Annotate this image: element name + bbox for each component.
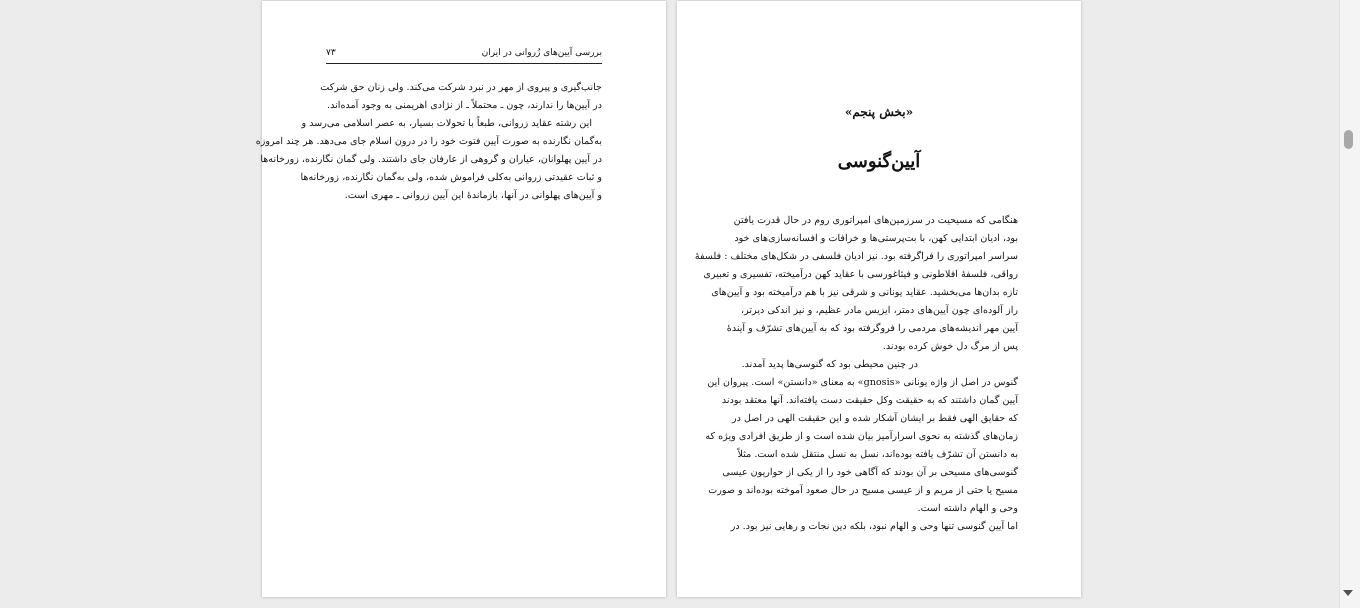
text-line: به دانستن آن تشرّف یافته بوده‌اند، نسل به نسل منتقل شده است. مثلاً bbox=[737, 449, 1018, 460]
text-line: سراسر امپراتوری را فراگرفته بود. نیز ادیان فلسفی در شکل‌های مختلف : فلسفهٔ bbox=[694, 251, 1018, 262]
scrollbar-thumb[interactable] bbox=[1344, 130, 1353, 149]
page-number: ۷۳ bbox=[326, 48, 336, 58]
paragraph bbox=[694, 212, 1018, 356]
page-body-text bbox=[694, 212, 1018, 536]
text-line: در آیین‌ها را ندارند، چون ـ محتملاً ـ از نژادی اهریمنی به وجود آمده‌اند. bbox=[327, 100, 602, 111]
chapter-start-page bbox=[677, 1, 1081, 597]
text-line: مسیح یا حتی از مریم و از عیسی مسیح در حال صعود آموخته بوده‌اند و صورت bbox=[708, 485, 1018, 496]
running-header bbox=[326, 45, 602, 64]
text-line: پس از مرگ دل خوش کرده بودند. bbox=[882, 341, 1018, 352]
running-header-title: بررسی آیین‌های زُروانی در ایران bbox=[481, 48, 602, 58]
text-line: گنوس در اصل از واژه یونانی «gnosis» به معنای «دانستن» است. پیروان این bbox=[707, 377, 1018, 388]
text-line: رواقی، فلسفهٔ افلاطونی و فیثاغورسی با عقاید کهن درآمیخته، تفسیری و تعبیری bbox=[703, 269, 1018, 280]
text-line: در چنین محیطی بود که گنوسی‌ها پدید آمدند. bbox=[741, 359, 918, 370]
text-line: و آیین‌های پهلوانی در آنها، بازماندهٔ این آیین زروانی ـ مهری است. bbox=[344, 190, 602, 201]
section-label: «بخش پنجم» bbox=[844, 105, 914, 119]
text-line: در آیین پهلوانان، عیاران و گروهی از عارفان جای داشتند. ولی گمان نگارنده، زورخانه‌ها bbox=[260, 154, 602, 165]
text-line: تازه بدان‌ها می‌بخشید. عقاید یونانی و شرقی نیز با هم درآمیخته بود و آیین‌های bbox=[711, 287, 1018, 298]
paragraph bbox=[741, 356, 1018, 374]
text-line: و ثبات عقیدتی زروانی به‌کلی فراموش شده، ولی به‌گمان نگارنده، زورخانه‌ها bbox=[300, 172, 602, 183]
paragraph bbox=[730, 518, 1018, 536]
text-line: آیین گمان داشتند که به حقیقت وکل حقیقت دست یافته‌اند. آنها معتقد بودند bbox=[721, 395, 1018, 406]
text-line: بود، ادیان ابتدایی کهن، با بت‌پرستی‌ها و خرافات و افسانه‌سازی‌های خود bbox=[734, 233, 1018, 244]
paragraph bbox=[705, 374, 1018, 518]
page-body-text bbox=[255, 79, 602, 205]
text-line: اما آیین گنوسی تنها وحی و الهام نبود، بلکه دین نجات و رهایی نیز بود. در bbox=[730, 521, 1018, 532]
scroll-down-arrow-icon[interactable] bbox=[1343, 590, 1353, 596]
text-line: هنگامی که مسیحیت در سرزمین‌های امپراتوری روم در حال قدرت یافتن bbox=[733, 215, 1018, 226]
text-line: راز آلوده‌ای چون آیین‌های دمتر، ایزیس مادر عظیم، و نیز اندکی دیرتر، bbox=[741, 305, 1018, 316]
vertical-scrollbar[interactable] bbox=[1339, 0, 1360, 608]
page-73 bbox=[255, 1, 666, 597]
chapter-title: آیین‌گنوسی bbox=[837, 151, 921, 172]
text-line: زمان‌های گذشته به نحوی اسرارآمیز بیان شده است و از طریق افرادی ویژه که bbox=[705, 431, 1018, 442]
text-line: به‌گمان نگارنده به صورت آیین فتوت خود را در درون اسلام جای می‌دهد. هر چند امروزه bbox=[255, 136, 602, 147]
text-line: آیین مهر اندیشه‌های مردمی را فروگرفته بود که به آیین‌های تشرّف و آیندهٔ bbox=[726, 323, 1018, 334]
text-line: وحی و الهام داشته است. bbox=[917, 503, 1018, 514]
text-line: این رشته عقاید زروانی، طبعاً با تحولات بسیار، به عصر اسلامی می‌رسد و bbox=[301, 118, 592, 129]
text-line: جانب‌گیری و پیروی از مهر در نبرد شرکت می‌کند. ولی زنان حق شرکت bbox=[320, 82, 602, 93]
text-line: که حقایق الهی فقط بر ایشان آشکار شده و این حقیقت الهی در اصل در bbox=[732, 413, 1018, 424]
text-line: گنوسی‌های مسیحی بر آن بودند که آگاهی خود را از یکی از حواریون عیسی bbox=[722, 467, 1018, 478]
